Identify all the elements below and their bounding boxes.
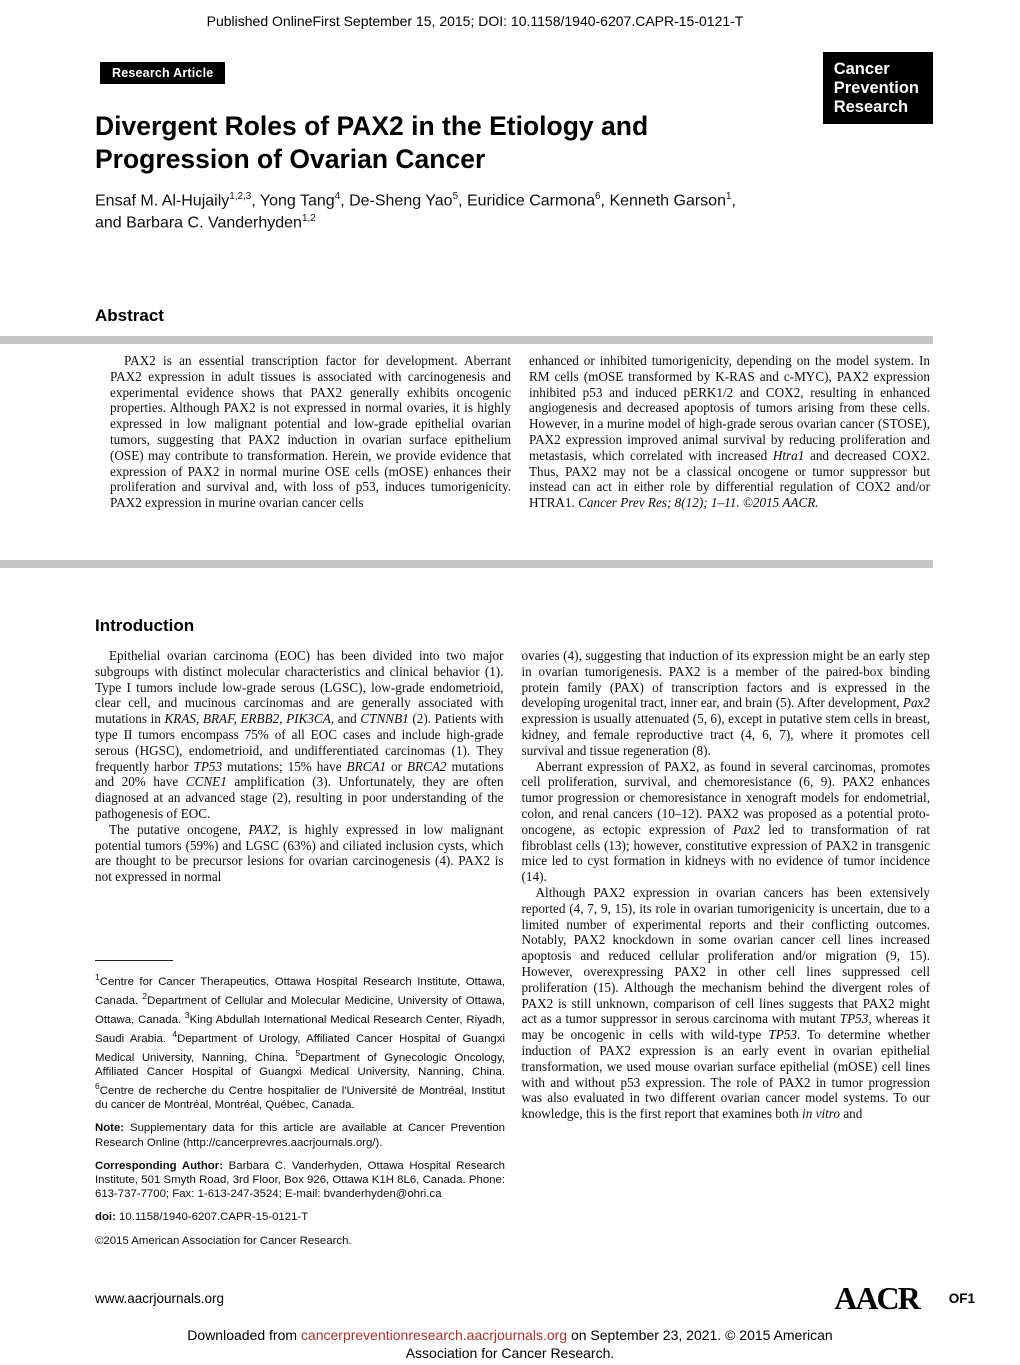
published-line: Published OnlineFirst September 15, 2015; DOI: 10.1158/1940-6207.CAPR-15-0121-T xyxy=(206,13,744,29)
download-notice: Downloaded from cancerpreventionresearch.aacrjournals.org on September 23, 2021. © 2015 American Association for Cancer Research. xyxy=(187,1327,833,1362)
journal-logo-line-2: Prevention xyxy=(833,78,919,97)
copyright-footnote: ©2015 American Association for Cancer Research. xyxy=(95,1234,352,1247)
paragraph: Although PAX2 expression in ovarian cancers has been extensively reported (4, 7, 9, 15), its role in ovarian tumorigenicity is uncertain, due to a limited number of experimental reports and their conflicting outcomes. Notably, PAX2 knockdown in some ovarian cancer cell lines increased apoptosis and reduced cellular proliferation and/or migration (9, 15). However, overexpressing PAX2 in other cell lines suppressed cell proliferation (15). Although the mechanism behind the divergent roles of PAX2 is still unknown, comparison of cell lines suggests that PAX2 might act as a tumor suppressor in serous carcinoma with mutant TP53, whereas it may be oncogenic in cells with wild-type TP53. To determine whether induction of PAX2 expression is an early event in ovarian epithelial transformation, we used mouse ovarian surface epithelial (mOSE) cell lines with and without p53 expression. The role of PAX2 in tumor progression was also evaluated in two different ovarian cancer model systems. To our knowledge, this is the first report that examines both in vitro and xyxy=(521,884,930,1122)
download-source-link[interactable]: cancerpreventionresearch.aacrjournals.org xyxy=(300,1327,568,1343)
abstract-text-right xyxy=(529,353,930,511)
doi-footnote: doi: 10.1158/1940-6207.CAPR-15-0121-T xyxy=(95,1211,309,1224)
journal-logo xyxy=(823,52,933,124)
author-list: Ensaf M. Al-Hujaily$^{1,2,3}$, Yong Tang$^4$, De-Sheng Yao$^5$, Euridice Carmona$^6$, Kenneth Garson$^1$, and Barbara C. Vanderhyden$^{1,2}$ xyxy=(95,191,736,231)
introduction-heading: Introduction xyxy=(95,616,195,635)
abstract-divider-top xyxy=(0,336,933,344)
paragraph: ovaries (4), suggesting that induction of its expression might be an early step in ovarian tumorigenesis. PAX2 is a member of the paired-box binding protein family (PAX) of transcription factors and is expressed in the developing urogenital tract, inner ear, and brain (5). After development, Pax2 expression is usually attenuated (5, 6), except in putative stem cells in breast, kidney, and female reproductive tract (4, 6, 7), where it promotes cell survival and tissue regeneration (8). xyxy=(521,648,930,758)
abstract-divider-bottom xyxy=(0,560,933,568)
abstract-text-left xyxy=(110,353,511,511)
abstract-heading: Abstract xyxy=(95,306,164,325)
affiliations-footnote: $^1$Centre for Cancer Therapeutics, Ottawa Hospital Research Institute, Ottawa, Canada. $^2$Department of Cellular and Molecular Medicine, University of Ottawa, Ottawa, Canada. $^3$King Abdullah International Medical Research Center, Riyadh, Saudi Arabia. $^4$Department of Urology, Affiliated Cancer Hospital of Guangxi Medical University, Nanning, China. $^5$Department of Gynecologic Oncology, Affiliated Cancer Hospital of Guangxi Medical University, Nanning, China. $^6$Centre de recherche du Centre hospitalier de l'Université de Montréal, Institut du cancer de Montréal, Montréal, Québec, Canada. xyxy=(95,972,506,1112)
aacr-logo: AACR xyxy=(834,1280,919,1316)
paragraph: The putative oncogene, PAX2, is highly expressed in low malignant potential tumors (59%) and LGSC (63%) and ciliated inclusion cysts, which are thought to be precursor lesions for ovarian carcinogenesis (4). PAX2 is not expressed in normal xyxy=(95,821,504,885)
bottom-bar xyxy=(95,1280,975,1317)
research-article-badge: Research Article xyxy=(100,62,225,84)
paragraph: Aberrant expression of PAX2, as found in several carcinomas, promotes cell proliferation, survival, and chemoresistance (6, 9). PAX2 enhances tumor progression or chemoresistance in xenograft models for endometrial, colon, and renal cancers (10–12). PAX2 was proposed as a potential proto-oncogene, as ectopic expression of Pax2 led to transformation of rat fibroblast cells (13); however, constitutive expression of PAX2 in transgenic mice led to cyst formation in kidneys with no evidence of tumor incidence (14). xyxy=(521,758,930,885)
note-footnote: Note: Supplementary data for this article are available at Cancer Prevention Research Online (http://cancerprevres.aacrjournals.org/). xyxy=(95,1122,505,1149)
journal-logo-line-1: Cancer xyxy=(833,60,890,78)
paragraph: PAX2 is an essential transcription factor for development. Aberrant PAX2 expression in adult tissues is associated with carcinogenesis and experimental evidence shows that PAX2 generally exhibits oncogenic properties. Although PAX2 is not expressed in normal ovaries, it is highly expressed in low malignant potential and low-grade epithelial ovarian tumors, suggesting that PAX2 induction in ovarian surface epithelium (OSE) may contribute to transformation. Herein, we provide evidence that expression of PAX2 in normal murine OSE cells (mOSE) enhances their proliferation and survival and, with loss of p53, induces tumorigenicity. PAX2 expression in murine ovarian cancer cells xyxy=(110,353,511,511)
paragraph: enhanced or inhibited tumorigenicity, depending on the model system. In RM cells (mOSE transformed by K-RAS and c-MYC), PAX2 expression inhibited p53 and induced pERK1/2 and COX2, resulting in enhanced angiogenesis and decreased apoptosis of tumors arising from these cells. However, in a murine model of high-grade serous ovarian cancer (STOSE), PAX2 expression improved animal survival by reducing proliferation and metastasis, which correlated with increased Htra1 and decreased COX2. Thus, PAX2 may not be a classical oncogene or tumor suppressor but instead can act in either role by differential regulation of COX2 and/or HTRA1. Cancer Prev Res; 8(12); 1–11. ©2015 AACR. xyxy=(529,353,930,511)
introduction-text-right xyxy=(522,648,931,1122)
footnotes xyxy=(95,960,505,1257)
page-number: OF1 xyxy=(948,1291,975,1306)
corresponding-author-footnote: Corresponding Author: Barbara C. Vanderhyden, Ottawa Hospital Research Institute, 501 Smyth Road, 3rd Floor, Box 926, Ottawa K1H 8L6, Canada. Phone: 613-737-7700; Fax: 1-613-247-3524; E-mail: bvanderhyden@ohri.ca xyxy=(95,1159,505,1201)
paragraph: Epithelial ovarian carcinoma (EOC) has been divided into two major subgroups with distinct molecular characteristics and clinical behavior (1). Type I tumors include low-grade serous (LGSC), low-grade endometrioid, clear cell, and mucinous carcinomas and are generally associated with mutations in KRAS, BRAF, ERBB2, PIK3CA, and CTNNB1 (2). Patients with type II tumors encompass 75% of all EOC cases and include high-grade serous (HGSC), endometrioid, and undifferentiated carcinomas (1). They frequently harbor TP53 mutations; 15% have BRCA1 or BRCA2 mutations and 20% have CCNE1 amplification (3). Unfortunately, they are often diagnosed at an advanced stage (2), resulting in poor understanding of the pathogenesis of EOC. xyxy=(95,648,504,821)
footnote-rule xyxy=(95,960,173,961)
journal-logo-line-3: Research xyxy=(833,97,909,116)
abstract xyxy=(110,353,930,511)
article-title: Divergent Roles of PAX2 in the Etiology and Progression of Ovarian Cancer xyxy=(95,111,649,175)
journal-website-url[interactable]: www.aacrjournals.org xyxy=(95,1291,225,1306)
bottom-right-group xyxy=(834,1280,975,1317)
